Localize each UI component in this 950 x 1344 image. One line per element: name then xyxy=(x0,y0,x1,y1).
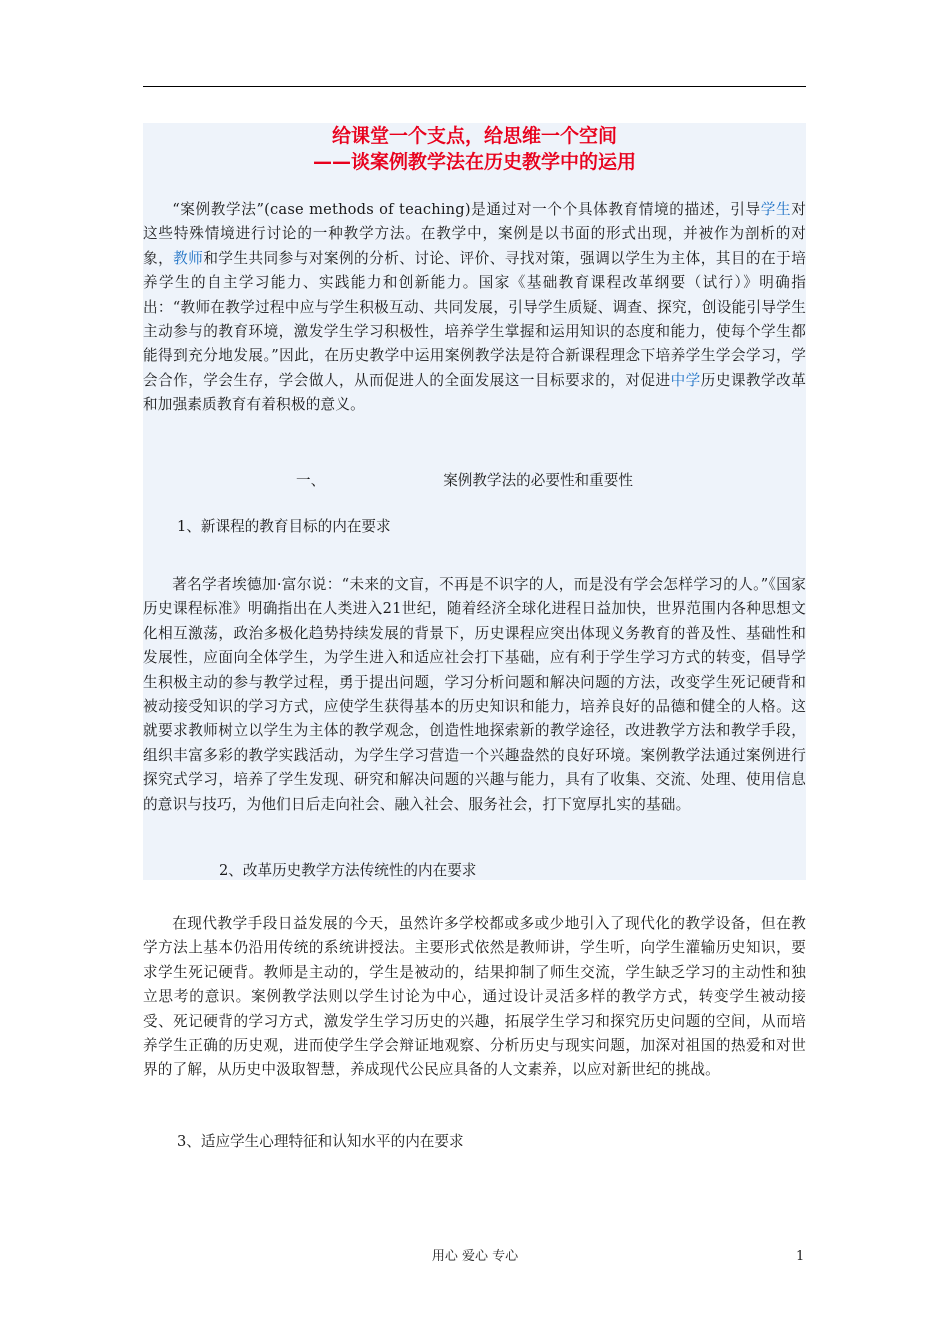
section-number: 一、 xyxy=(296,472,326,489)
link-middle-school[interactable]: 中学 xyxy=(670,371,701,389)
section-heading xyxy=(296,470,633,492)
subsection-heading-3: 3、适应学生心理特征和认知水平的内在要求 xyxy=(177,1133,464,1150)
subsection-2-paragraph: 在现代教学手段日益发展的今天，虽然许多学校都或多或少地引入了现代化的教学设备，但在教学方法上基本仍沿用传统的系统讲授法。主要形式依然是教师讲，学生听，向学生灌输历史知识，要求学生死记硬背。教师是主动的，学生是被动的，结果抑制了师生交流，学生缺乏学习的主动性和独立思考的意识。案例教学法则以学生讨论为中心，通过设计灵活多样的教学方式，转变学生被动接受、死记硬背的学习方式，激发学生学习历史的兴趣，拓展学生学习和探究历史问题的空间，从而培养学生正确的历史观，进而使学生学会辩证地观察、分析历史与现实问题，加深对祖国的热爱和对世界的了解，从历史中汲取智慧，养成现代公民应具备的人文素养，以应对新世纪的挑战。 xyxy=(143,915,806,1079)
section-title: 案例教学法的必要性和重要性 xyxy=(443,472,633,489)
page-footer: 用心 爱心 专心 xyxy=(431,1249,519,1264)
page-number: 1 xyxy=(796,1249,805,1264)
intro-paragraph: “案例教学法”(case methods of teaching)是通过对一个个具体教育情境的描述，引导学生对这些特殊情境进行讨论的一种教学方法。在教学中，案例是以书面的形式出现，并被作为剖析的对象，教师和学生共同参与对案例的分析、讨论、评价、寻找对策，强调以学生为主体，其目的在于培养学生的自主学习能力、实践能力和创新能力。国家《基础教育课程改革纲要（试行）》明确指出：“教师在教学过程中应与学生积极互动、共同发展，引导学生质疑、调查、探究，创设能引导学生主动参与的教育环境，激发学生学习积极性，培养学生掌握和运用知识的态度和能力，使每个学生都能得到充分地发展。”因此，在历史教学中运用案例教学法是符合新课程理念下培养学生学会学习，学会合作，学会生存，学会做人，从而促进人的全面发展这一目标要求的，对促进中学历史课教学改革和加强素质教育有着积极的意义。 xyxy=(143,201,806,414)
subsection-1-paragraph: 著名学者埃德加·富尔说：“未来的文盲，不再是不识字的人，而是没有学会怎样学习的人。”《国家历史课程标准》明确指出在人类进入21世纪，随着经济全球化进程日益加快，世界范围内各种思想文化相互激荡，政治多极化趋势持续发展的背景下，历史课程应突出体现义务教育的普及性、基础性和发展性，应面向全体学生，为学生进入和适应社会打下基础，应有利于学生学习方式的转变，倡导学生积极主动的参与教学过程，勇于提出问题，学习分析问题和解决问题的方法，改变学生死记硬背和被动接受知识的学习方式，应使学生获得基本的历史知识和能力，培养良好的品德和健全的人格。这就要求教师树立以学生为主体的教学观念，创造性地探索新的教学途径，改进教学方法和教学手段，组织丰富多彩的教学实践活动，为学生学习营造一个兴趣盎然的良好环境。案例教学法通过案例进行探究式学习，培养了学生发现、研究和解决问题的兴趣与能力，具有了收集、交流、处理、使用信息的意识与技巧，为他们日后走向社会、融入社会、服务社会，打下宽厚扎实的基础。 xyxy=(143,576,806,813)
link-teachers[interactable]: 教师 xyxy=(173,249,204,267)
header-rule xyxy=(143,86,806,87)
page-title: 给课堂一个支点，给思维一个空间 xyxy=(331,125,617,147)
link-students[interactable]: 学生 xyxy=(760,201,792,218)
subsection-heading-2: 2、改革历史教学方法传统性的内在要求 xyxy=(219,862,477,879)
subsection-heading-1: 1、新课程的教育目标的内在要求 xyxy=(177,518,391,535)
page-subtitle: ——谈案例教学法在历史教学中的运用 xyxy=(312,151,636,173)
